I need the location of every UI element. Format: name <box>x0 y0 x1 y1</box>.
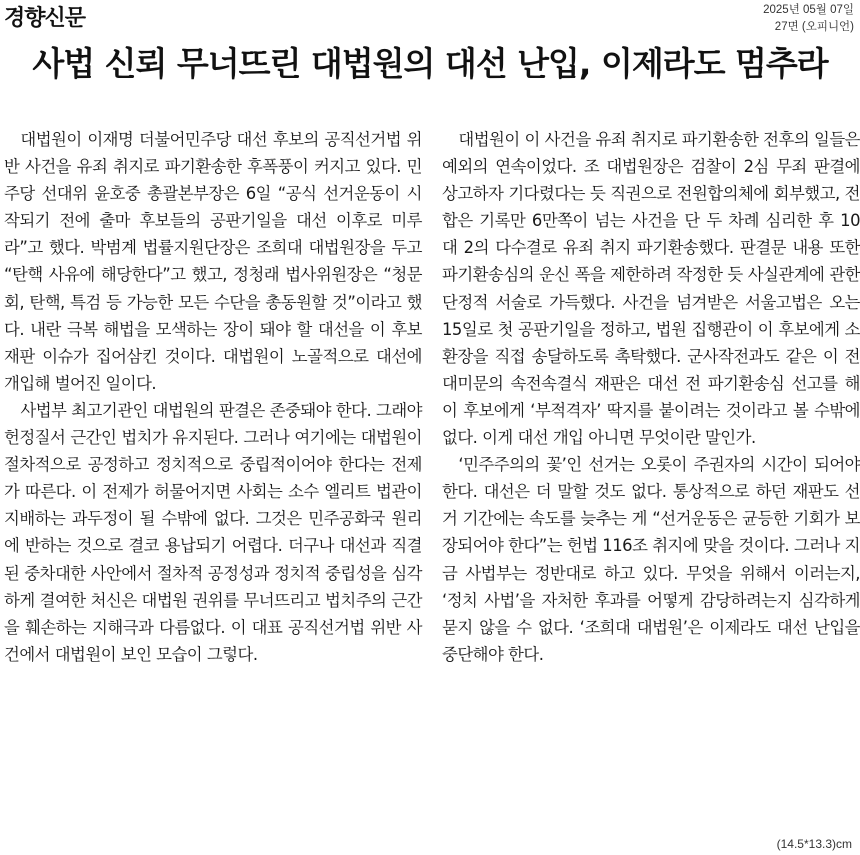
page-section: 27면 (오피니언) <box>774 21 854 33</box>
paragraph: 대법원이 이재명 더불어민주당 대선 후보의 공직선거법 위반 사건을 유죄 취지로 파기환송한 후폭풍이 커지고 있다. 민주당 선대위 윤호중 총괄본부장은 6일 “공식 선거운동이 시작되기 전에 출마 후보들의 공판기일을 대선 이후로 미루라”고 했다. 박범계 법률지원단장은 조희대 대법원장을 두고 “탄핵 사유에 해당한다”고 했고, 정청래 법사위원장은 “청문회, 탄핵, 특검 등 가능한 모든 수단을 총동원할 것”이라고 했다. 내란 극복 해법을 모색하는 장이 돼야 할 대선을 이 후보 재판 이슈가 집어삼킨 것이다. 대법원이 노골적으로 대선에 개입해 벌어진 일이다. <box>4 130 422 393</box>
article-size-note: (14.5*13.3)cm <box>776 837 852 851</box>
paragraph: 대법원이 이 사건을 유죄 취지로 파기환송한 전후의 일들은 예외의 연속이었다. 조 대법원장은 검찰이 2심 무죄 판결에 상고하자 기다렸다는 듯 직권으로 전원합의체에 회부했고, 전합은 기록만 6만쪽이 넘는 사건을 단 두 차례 심리한 후 10 대 2의 다수결로 유죄 취지 파기환송했다. 판결문 내용 또한 파기환송심의 운신 폭을 제한하려 작정한 듯 사실관계에 관한 단정적 서술로 가득했다. 사건을 넘겨받은 서울고법은 오는 15일로 첫 공판기일을 정하고, 법원 집행관이 이 후보에게 소환장을 직접 송달하도록 촉탁했다. 군사작전과도 같은 이 전대미문의 속전속결식 재판은 대선 전 파기환송심 선고를 해 이 후보에게 ‘부적격자’ 딱지를 붙이려는 것이라고 볼 수밖에 없다. 이게 대선 개입 아니면 무엇이란 말인가. <box>442 130 860 448</box>
newspaper-masthead: 경향신문 <box>4 6 86 31</box>
article-headline: 사법 신뢰 무너뜨린 대법원의 대선 난입, 이제라도 멈추라 <box>32 44 828 83</box>
paragraph: ‘민주주의의 꽃’인 선거는 오롯이 주권자의 시간이 되어야 한다. 대선은 더 말할 것도 없다. 통상적으로 하던 재판도 선거 기간에는 속도를 늦추는 게 “선거운동은 균등한 기회가 보장되어야 한다”는 헌법 116조 취지에 맞을 것이다. 그러나 지금 사법부는 정반대로 하고 있다. 무엇을 위해서 이러는지, ‘정치 사법’을 자처한 후과를 어떻게 감당하려는지 심각하게 묻지 않을 수 없다. ‘조희대 대법원’은 이제라도 대선 난입을 중단해야 한다. <box>442 455 860 664</box>
article-column-right <box>442 126 860 668</box>
publication-date: 2025년 05월 07일 <box>763 4 854 16</box>
paragraph: 사법부 최고기관인 대법원의 판결은 존중돼야 한다. 그래야 헌정질서 근간인 법치가 유지된다. 그러나 여기에는 대법원이 절차적으로 공정하고 정치적으로 중립적이어야 한다는 전제가 따른다. 이 전제가 허물어지면 사회는 소수 엘리트 법관이 지배하는 과두정이 될 수밖에 없다. 그것은 민주공화국 원리에 반하는 것으로 결코 용납되기 어렵다. 더구나 대선과 직결된 중차대한 사안에서 절차적 공정성과 정치적 중립성을 심각하게 결여한 처신은 대법원 권위를 무너뜨리고 법치주의 근간을 훼손하는 지해극과 다름없다. 이 대표 공직선거법 위반 사건에서 대법원이 보인 모습이 그렇다. <box>4 400 422 664</box>
publication-meta <box>763 2 854 36</box>
article-column-left <box>4 126 422 668</box>
